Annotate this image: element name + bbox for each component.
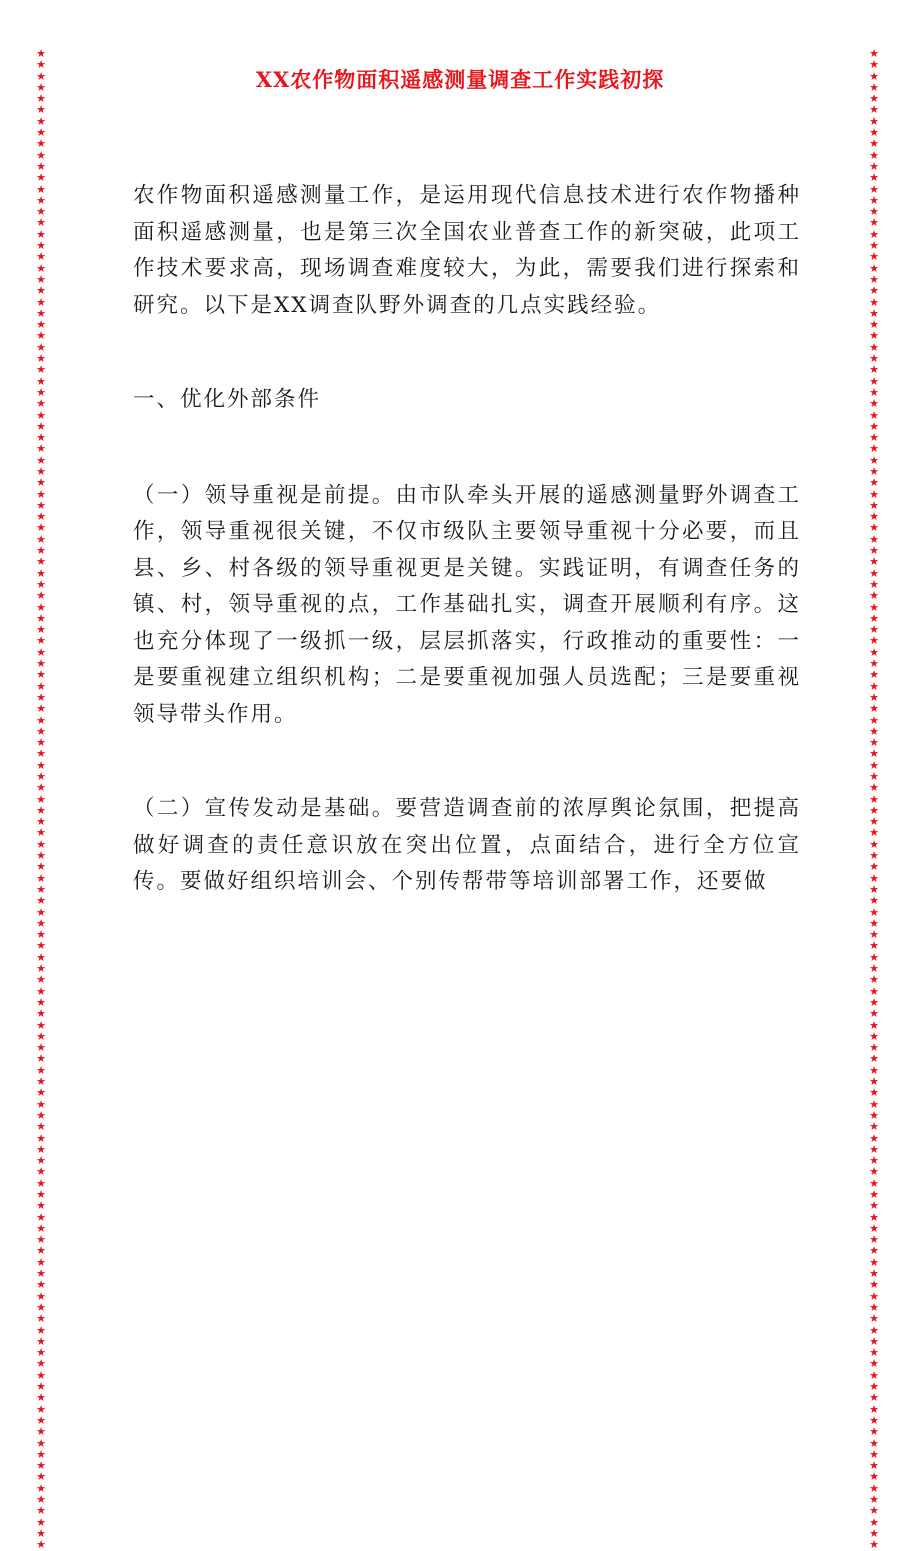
- document-body: [133, 178, 801, 901]
- intro-paragraph: 农作物面积遥感测量工作，是运用现代信息技术进行农作物播种面积遥感测量，也是第三次全国农业普查工作的新突破，此项工作技术要求高，现场调查难度较大，为此，需要我们进行探索和研究。以下是XX调查队野外调查的几点实践经验。: [133, 183, 801, 318]
- left-star-border: ★★★★★★★★★★★★★★★★★★★★★★★★★★★★★★★★★★★★★★★★★★★★★★★★★★★★★★★★★★★★★★★★★★★★★★★★★★★★★★★★★★★★★★★★★★★★★★★★★★★★★★★★★★★★★★★★★★★★★★★★★★★★★★★★★★★★★: [36, 47, 46, 1551]
- section-heading: 一、优化外部条件: [133, 387, 322, 412]
- paragraph-leadership: （一）领导重视是前提。由市队牵头开展的遥感测量野外调查工作，领导重视很关键，不仅市级队主要领导重视十分必要，而且县、乡、村各级的领导重视更是关键。实践证明，有调查任务的镇、村，领导重视的点，工作基础扎实，调查开展顺利有序。这也充分体现了一级抓一级，层层抓落实，行政推动的重要性：一是要重视建立组织机构；二是要重视加强人员选配；三是要重视领导带头作用。: [133, 482, 801, 727]
- right-star-border: ★★★★★★★★★★★★★★★★★★★★★★★★★★★★★★★★★★★★★★★★★★★★★★★★★★★★★★★★★★★★★★★★★★★★★★★★★★★★★★★★★★★★★★★★★★★★★★★★★★★★★★★★★★★★★★★★★★★★★★★★★★★★★★★★★★★★★: [869, 47, 879, 1551]
- paragraph-publicity: （二）宣传发动是基础。要营造调查前的浓厚舆论氛围，把提高做好调查的责任意识放在突出位置，点面结合，进行全方位宣传。要做好组织培训会、个别传帮带等培训部署工作，还要做: [133, 796, 801, 894]
- document-title: XX农作物面积遥感测量调查工作实践初探: [255, 67, 665, 92]
